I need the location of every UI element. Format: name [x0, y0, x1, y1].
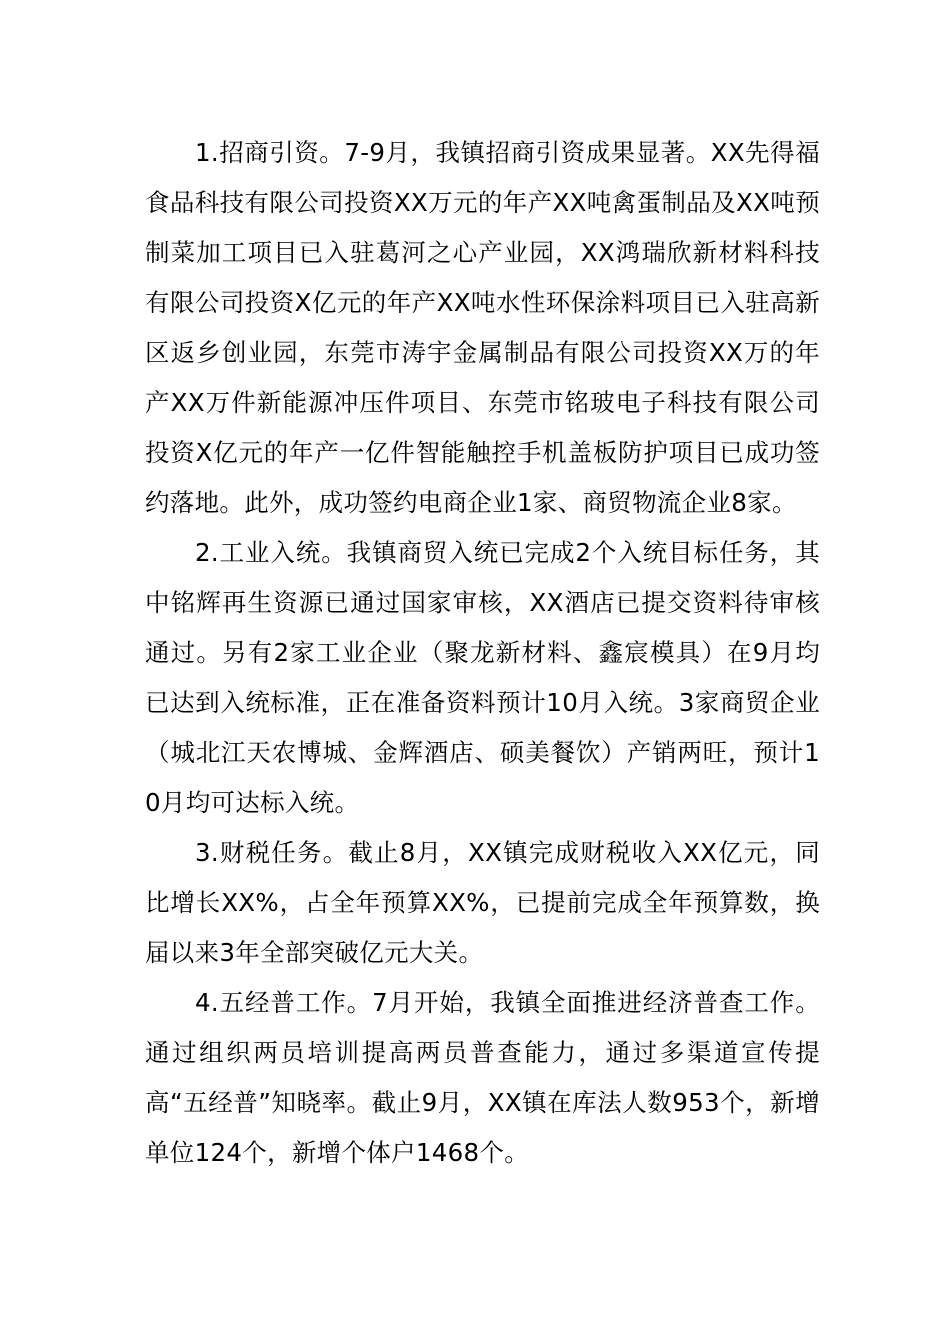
paragraph-industry-statistics: 2.工业入统。我镇商贸入统已完成2个入统目标任务，其中铭辉再生资源已通过国家审核，XX酒店已提交资料待审核通过。另有2家工业企业（聚龙新材料、鑫宸模具）在9月均已达到入统标准，正在准备资料预计10月入统。3家商贸企业（城北江天农博城、金辉酒店、硕美餐饮）产销两旺，预计10月均可达标入统。 — [145, 538, 820, 817]
document-body — [145, 128, 820, 1178]
paragraph-investment: 1.招商引资。7-9月，我镇招商引资成果显著。XX先得福食品科技有限公司投资XX万元的年产XX吨禽蛋制品及XX吨预制菜加工项目已入驻葛河之心产业园，XX鸿瑞欣新材料科技有限公司投资X亿元的年产XX吨水性环保涂料项目已入驻高新区返乡创业园，东莞市涛宇金属制品有限公司投资XX万的年产XX万件新能源冲压件项目、东莞市铭玻电子科技有限公司投资X亿元的年产一亿件智能触控手机盖板防护项目已成功签约落地。此外，成功签约电商企业1家、商贸物流企业8家。 — [145, 138, 820, 517]
paragraph-economic-census: 4.五经普工作。7月开始，我镇全面推进经济普查工作。通过组织两员培训提高两员普查能力，通过多渠道宣传提高“五经普”知晓率。截止9月，XX镇在库法人数953个，新增单位124个，新增个体户1468个。 — [145, 988, 820, 1167]
paragraph-fiscal-tasks: 3.财税任务。截止8月，XX镇完成财税收入XX亿元，同比增长XX%，占全年预算XX%，已提前完成全年预算数，换届以来3年全部突破亿元大关。 — [145, 838, 820, 967]
